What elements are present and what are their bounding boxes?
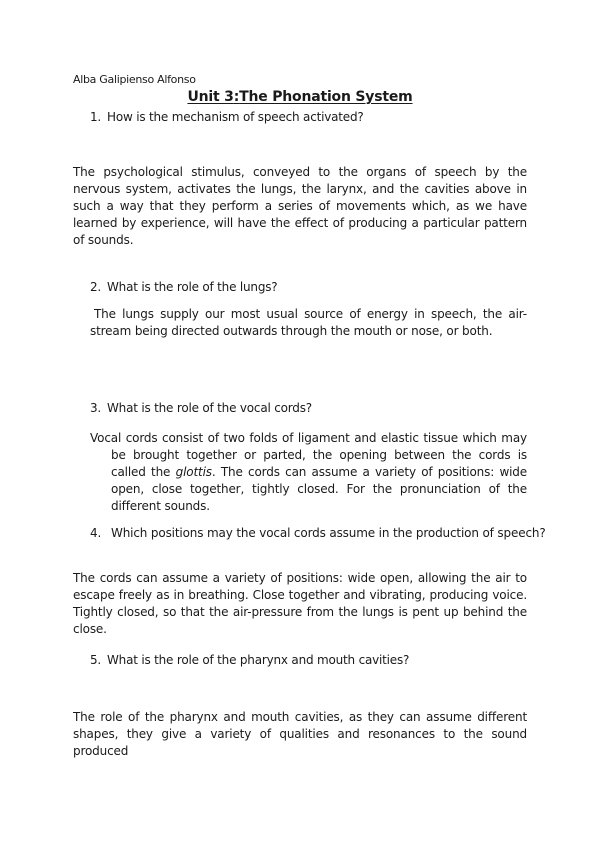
question-4-number: 4. — [90, 526, 102, 540]
question-3 — [90, 400, 312, 417]
title-colon: : — [233, 89, 240, 105]
glottis-term: glottis — [175, 465, 212, 479]
title-text: The Phonation System — [239, 89, 413, 105]
question-2-number: 2. — [90, 280, 102, 294]
answer-2: The lungs supply our most usual source of energy in speech, the air-stream being directed outwards through the mouth or nose, or both. — [90, 307, 527, 338]
question-4-text: Which positions may the vocal cords assume in the production of speech? — [111, 526, 546, 540]
question-5-text: What is the role of the pharynx and mouth cavities? — [107, 653, 410, 667]
question-5 — [90, 652, 409, 669]
answer-3 — [90, 430, 527, 515]
question-1-text: How is the mechanism of speech activated? — [107, 110, 364, 124]
question-1-number: 1. — [90, 110, 102, 124]
question-3-number: 3. — [90, 401, 102, 415]
title-unit: Unit 3 — [187, 89, 234, 105]
answer-4: The cords can assume a variety of positions: wide open, allowing the air to escape freely as in breathing. Close together and vibrating, producing voice. Tightly closed, so that the air-pressure from the lungs is pent up behind the close. — [73, 571, 527, 636]
answer-3-part2: . The cords can assume a variety of positions: wide open, close together, tightly closed. For the pronunciation of the different sounds. — [111, 465, 527, 513]
question-2-text: What is the role of the lungs? — [107, 280, 278, 294]
question-5-number: 5. — [90, 653, 102, 667]
page-title — [0, 89, 600, 105]
question-2 — [90, 279, 277, 296]
question-1 — [90, 109, 364, 126]
author-name: Alba Galipienso Alfonso — [73, 73, 196, 86]
answer-5: The role of the pharynx and mouth cavities, as they can assume different shapes, they give a variety of qualities and resonances to the sound produced — [73, 710, 527, 758]
answer-3-part1: Vocal cords consist of two folds of ligament and elastic tissue which may be brought together or parted, the opening between the cords is called the — [90, 431, 527, 479]
question-3-text: What is the role of the vocal cords? — [107, 401, 312, 415]
question-4 — [90, 525, 551, 542]
answer-1: The psychological stimulus, conveyed to the organs of speech by the nervous system, activates the lungs, the larynx, and the cavities above in such a way that they perform a series of movements which, as we have learned by experience, will have the effect of producing a particular pattern of sounds. — [73, 165, 527, 247]
